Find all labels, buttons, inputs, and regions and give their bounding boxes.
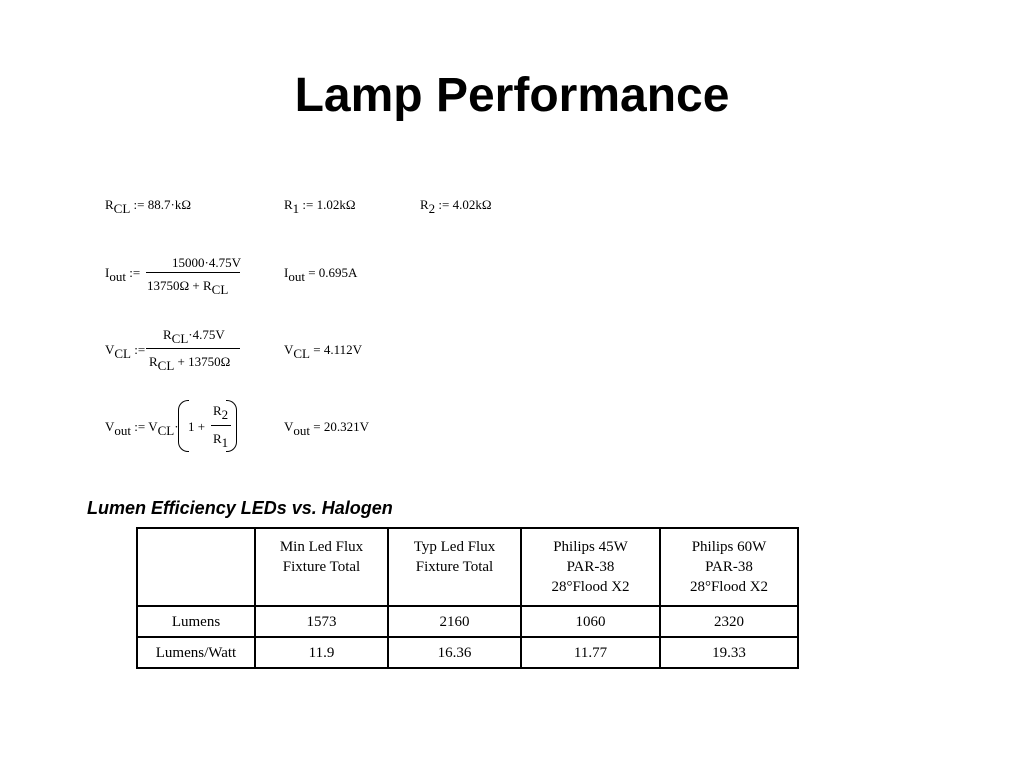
vcl-denominator: $R_{CL} + 13750\Omega$: [149, 354, 231, 373]
row-label: Lumens/Watt: [137, 637, 255, 668]
vcl-numerator: $R_{CL}\cdot 4.75V$: [163, 327, 225, 346]
vout-result: $V_{out} = 20.321V$: [284, 419, 369, 438]
vout-label: $V_{out}$ := $V_{CL}\cdot$: [105, 419, 179, 438]
table-header-cell: [137, 528, 255, 606]
table-cell: 16.36: [388, 637, 521, 668]
table-row: [137, 606, 798, 637]
vcl-fraction-bar: [146, 348, 240, 349]
iout-denominator: $13750\Omega + R_{CL}$: [147, 278, 229, 297]
iout-label: $I_{out}$ :=: [105, 265, 141, 284]
right-parenthesis: [226, 400, 237, 452]
table-cell: 2320: [660, 606, 798, 637]
vcl-result: $V_{CL} = 4.112V$: [284, 342, 363, 361]
r2-definition: $R_2$ := 4.02kΩ: [420, 197, 492, 216]
iout-result: $I_{out} = 0.695A$: [284, 265, 358, 284]
table-cell: 11.77: [521, 637, 660, 668]
table-cell: 2160: [388, 606, 521, 637]
table-header-row: [137, 528, 798, 606]
iout-numerator: 15000·4.75V: [172, 255, 241, 270]
r1-definition: $R_1$ := 1.02kΩ: [284, 197, 356, 216]
vcl-label: $V_{CL}$ :=: [105, 342, 146, 361]
vout-numerator: $R_2$: [213, 403, 229, 422]
row-label: Lumens: [137, 606, 255, 637]
table-header-cell: Philips 45W PAR-38 28°Flood X2: [521, 528, 660, 606]
slide-title: Lamp Performance: [294, 69, 730, 122]
table-header-cell: Philips 60W PAR-38 28°Flood X2: [660, 528, 798, 606]
rcl-definition: $R_{CL}$ := 88.7·kΩ: [105, 197, 191, 216]
table-cell: 1573: [255, 606, 388, 637]
table-cell: 1060: [521, 606, 660, 637]
table-header-cell: Typ Led Flux Fixture Total: [388, 528, 521, 606]
vout-denominator: $R_1$: [213, 431, 229, 450]
table-cell: 11.9: [255, 637, 388, 668]
table-row: [137, 637, 798, 668]
table-cell: 19.33: [660, 637, 798, 668]
iout-fraction-bar: [146, 272, 240, 273]
section-title: Lumen Efficiency LEDs vs. Halogen: [87, 498, 393, 518]
vout-one-plus: 1 +: [188, 419, 206, 434]
lumen-efficiency-table: [136, 527, 799, 669]
table-header-cell: Min Led Flux Fixture Total: [255, 528, 388, 606]
